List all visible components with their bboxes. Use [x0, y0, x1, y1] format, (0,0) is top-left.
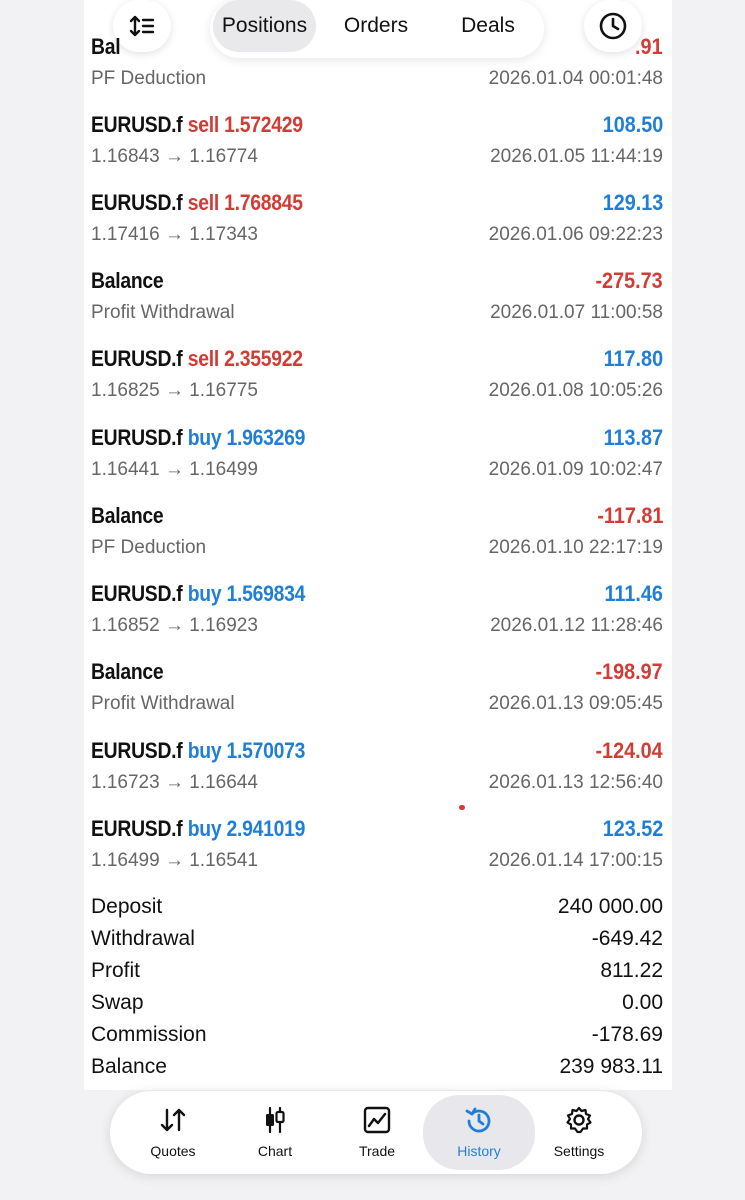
deal-amount: 113.87 — [603, 425, 663, 450]
summary-value: 0.00 — [622, 991, 663, 1014]
history-clock-icon — [463, 1105, 495, 1137]
deal-title: EURUSD.f buy 1.570073 — [91, 738, 306, 763]
nav-trade[interactable] — [329, 1091, 425, 1174]
deal-title: Balance — [91, 659, 164, 684]
deal-action-volume: sell 1.768845 — [187, 190, 303, 215]
deal-time: 2026.01.04 00:01:48 — [488, 68, 663, 89]
summary-label: Withdrawal — [91, 927, 195, 950]
deal-action-volume: buy 2.941019 — [187, 816, 306, 841]
stray-mark — [459, 805, 465, 810]
deal-row[interactable] — [91, 346, 663, 424]
summary-label: Deposit — [91, 895, 163, 918]
deal-prices: 1.16852 → 1.16923 — [91, 615, 258, 636]
nav-label: History — [457, 1143, 501, 1159]
nav-quotes[interactable] — [125, 1091, 221, 1174]
summary-label: Balance — [91, 1055, 167, 1078]
deal-time: 2026.01.13 12:56:40 — [488, 772, 663, 793]
deal-row[interactable] — [91, 425, 663, 503]
summary-swap — [91, 991, 663, 1023]
summary-label: Swap — [91, 991, 144, 1014]
deal-comment: PF Deduction — [91, 68, 207, 89]
gear-icon — [564, 1105, 594, 1135]
deal-title: EURUSD.f buy 1.569834 — [91, 581, 306, 606]
deal-amount: 123.52 — [602, 816, 663, 841]
deal-time: 2026.01.06 09:22:23 — [488, 224, 663, 245]
deal-time: 2026.01.07 11:00:58 — [490, 302, 663, 323]
deal-title: EURUSD.f sell 2.355922 — [91, 346, 303, 371]
deal-time: 2026.01.12 11:28:46 — [490, 615, 663, 636]
summary-label: Commission — [91, 1023, 207, 1046]
deal-comment: PF Deduction — [91, 537, 207, 558]
deal-action-volume: sell 1.572429 — [187, 112, 303, 137]
deal-prices: 1.16499 → 1.16541 — [91, 850, 258, 871]
summary-value: -178.69 — [591, 1023, 663, 1046]
deal-time: 2026.01.14 17:00:15 — [488, 850, 663, 871]
deal-title: EURUSD.f buy 1.963269 — [91, 425, 306, 450]
deal-title: Bal — [91, 34, 121, 59]
nav-label: Quotes — [150, 1143, 196, 1159]
deal-row[interactable] — [91, 581, 663, 659]
summary-commission — [91, 1023, 663, 1055]
deal-amount: -275.73 — [595, 268, 663, 293]
deal-row[interactable] — [91, 112, 663, 190]
deal-comment: Profit Withdrawal — [91, 693, 235, 714]
deal-comment: Profit Withdrawal — [91, 302, 235, 323]
deal-action-volume: buy 1.570073 — [187, 738, 306, 763]
candlestick-icon — [260, 1105, 290, 1135]
deal-prices: 1.16441 → 1.16499 — [91, 459, 258, 480]
deal-title: EURUSD.f buy 2.941019 — [91, 816, 306, 841]
deal-row-partial[interactable] — [91, 34, 663, 112]
deal-amount: 108.50 — [602, 112, 663, 137]
deal-action-volume: sell 2.355922 — [187, 346, 303, 371]
deal-time: 2026.01.08 10:05:26 — [488, 380, 663, 401]
summary-value: -649.42 — [591, 927, 663, 950]
deal-row[interactable] — [91, 816, 663, 894]
summary-label: Profit — [91, 959, 141, 982]
summary-value: 239 983.11 — [559, 1055, 663, 1078]
deal-row[interactable] — [91, 738, 663, 816]
summary-value: 811.22 — [600, 959, 663, 982]
quotes-arrows-icon — [158, 1105, 188, 1135]
summary-deposit — [91, 895, 663, 927]
deal-amount: -198.97 — [595, 659, 663, 684]
trade-chart-icon — [362, 1105, 392, 1135]
deal-amount: -124.04 — [595, 738, 663, 763]
deal-amount: 129.13 — [602, 190, 663, 215]
balance-row[interactable] — [91, 503, 663, 581]
deal-time: 2026.01.13 09:05:45 — [488, 693, 663, 714]
deal-title: EURUSD.f sell 1.768845 — [91, 190, 303, 215]
deal-title: EURUSD.f sell 1.572429 — [91, 112, 303, 137]
deal-prices: 1.16723 → 1.16644 — [91, 772, 258, 793]
deal-prices: 1.16843 → 1.16774 — [91, 146, 258, 167]
balance-row[interactable] — [91, 659, 663, 737]
deal-amount: 111.46 — [604, 581, 663, 606]
nav-settings[interactable] — [531, 1091, 627, 1174]
summary-balance — [91, 1055, 663, 1087]
tab-orders[interactable]: Orders — [343, 14, 409, 37]
summary-profit — [91, 959, 663, 991]
deal-title: Balance — [91, 268, 164, 293]
deal-time: 2026.01.09 10:02:47 — [488, 459, 663, 480]
deal-row[interactable] — [91, 190, 663, 268]
deal-prices: 1.16825 → 1.16775 — [91, 380, 258, 401]
nav-label: Chart — [257, 1143, 293, 1159]
bottom-nav — [110, 1091, 642, 1174]
summary-value: 240 000.00 — [557, 895, 663, 918]
summary-withdrawal — [91, 927, 663, 959]
deal-time: 2026.01.05 11:44:19 — [490, 146, 663, 167]
deal-action-volume: buy 1.569834 — [187, 581, 306, 606]
nav-label: Settings — [553, 1143, 605, 1159]
nav-chart[interactable] — [227, 1091, 323, 1174]
nav-label: Trade — [358, 1143, 396, 1159]
deal-action-volume: buy 1.963269 — [187, 425, 306, 450]
tab-deals[interactable]: Deals — [461, 14, 515, 37]
deal-amount: 117.80 — [603, 346, 663, 371]
balance-row[interactable] — [91, 268, 663, 346]
deal-amount: .91 — [635, 34, 663, 59]
deal-title: Balance — [91, 503, 164, 528]
deal-time: 2026.01.10 22:17:19 — [488, 537, 663, 558]
tab-positions[interactable]: Positions — [213, 0, 316, 52]
deal-amount: -117.81 — [596, 503, 663, 528]
deal-prices: 1.17416 → 1.17343 — [91, 224, 258, 245]
nav-history[interactable] — [423, 1095, 535, 1170]
